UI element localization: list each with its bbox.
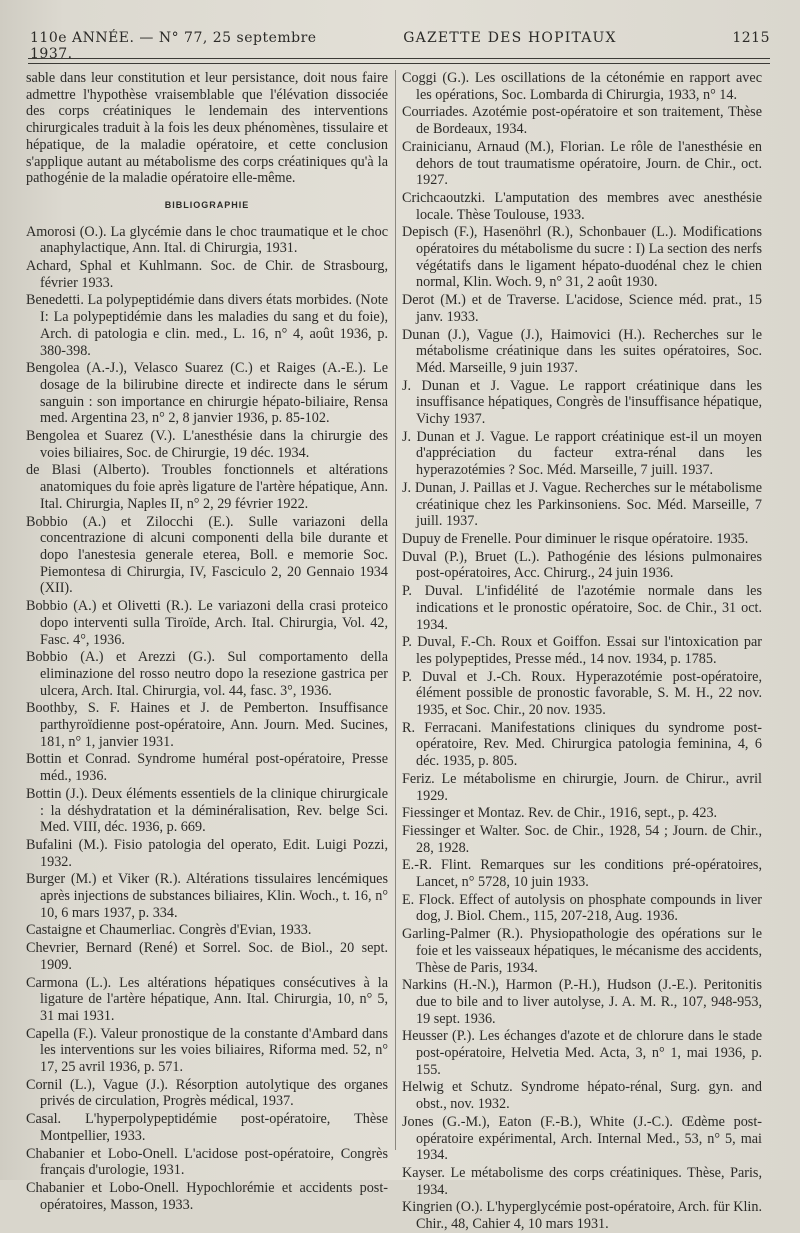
reference-entry: Helwig et Schutz. Syndrome hépato-rénal, Surg. gyn. and obst., nov. 1932. — [402, 1079, 762, 1113]
reference-entry: de Blasi (Alberto). Troubles fonctionnels et altérations anatomiques du foie après ligature de l'artère hépatique, Ann. Ital. Chirurgia, Naples II, n° 2, 29 février 1922. — [26, 462, 388, 512]
reference-entry: Bengolea et Suarez (V.). L'anesthésie dans la chirurgie des voies biliaires, Soc. de Chirurgie, 19 déc. 1934. — [26, 428, 388, 461]
journal-title: GAZETTE DES HOPITAUX — [403, 30, 617, 46]
reference-entry: Fiessinger et Walter. Soc. de Chir., 1928, 54 ; Journ. de Chir., 28, 1928. — [402, 822, 762, 856]
reference-entry: Bobbio (A.) et Arezzi (G.). Sul comportamento della eliminazione del rosso neutro dopo la resezione gastrica per ulcera, Arch. Ital. Chirurgia, vol. 44, fasc. 3°, 1936. — [26, 649, 388, 699]
reference-entry: Feriz. Le métabolisme en chirurgie, Journ. de Chirur., avril 1929. — [402, 770, 762, 804]
reference-entry: Bottin et Conrad. Syndrome huméral post-opératoire, Presse méd., 1936. — [26, 751, 388, 785]
reference-entry: E. Flock. Effect of autolysis on phosphate compounds in liver dog, J. Biol. Chem., 115, 207-218, Aug. 1936. — [402, 891, 762, 925]
reference-entry: Castaigne et Chaumerliac. Congrès d'Evian, 1933. — [26, 922, 312, 939]
reference-entry: Jones (G.-M.), Eaton (F.-B.), White (J.-C.). Œdème post-opératoire expérimental, Arch. Internal Med., 53, n° 5, mai 1934. — [402, 1113, 762, 1164]
page-number: 1215 — [732, 30, 770, 46]
reference-entry: J. Dunan, J. Paillas et J. Vague. Recherches sur le métabolisme créatinique chez les Parkinsoniens. Soc. Méd. Marseille, 7 juill. 1937. — [402, 479, 762, 530]
reference-entry: Depisch (F.), Hasenöhrl (R.), Schonbauer (L.). Modifications opératoires du métabolisme du sucre : I) La section des nerfs végétatifs dans le ligament hépato-duodénal chez le chien normal, Klin. Woch. 9, n° 31, 2 août 1930. — [402, 224, 762, 291]
header-rule-thin — [28, 63, 770, 64]
reference-entry: Bobbio (A.) et Zilocchi (E.). Sulle variazoni della concentrazione di alcuni componenti della bile durante et dopo l'anestesia generale eterea, Boll. e memorie Soc. Piemontesa di Chirurgia, IV, Fasciculo 2, 20 Gennaio 1934 (XII). — [26, 513, 388, 597]
reference-entry: Bufalini (M.). Fisio patologia del operato, Edit. Luigi Pozzi, 1932. — [26, 836, 388, 870]
intro-paragraph: sable dans leur constitution et leur persistance, doit nous faire admettre l'hypothèse vraisemblable que l'élévation dissociée des corps créatiniques le lendemain des interventions chirurgicales traduit à la fois les deux phénomènes, tissulaire et hépatique, de la maladie opératoire, et cette conclusion s'applique autant au métabolisme des corps créatiniques qu'à la pathogénie de la maladie opératoire elle-même. — [26, 70, 388, 187]
bibliography-heading: BIBLIOGRAPHIE — [164, 199, 250, 210]
reference-entry: Kayser. Le métabolisme des corps créatiniques. Thèse, Paris, 1934. — [402, 1165, 762, 1198]
reference-entry: Fiessinger et Montaz. Rev. de Chir., 1916, sept., p. 423. — [402, 805, 718, 822]
reference-entry: J. Dunan et J. Vague. Le rapport créatinique est-il un moyen d'appréciation du facteur extra-rénal dans les hyperazotémies ? Soc. Méd. Marseille, 7 juill. 1937. — [402, 428, 762, 479]
reference-entry: Duval (P.), Bruet (L.). Pathogénie des lésions pulmonaires post-opératoires, Acc. Chirurg., 24 juin 1936. — [402, 548, 762, 582]
reference-entry: Garling-Palmer (R.). Physiopathologie des opérations sur le foie et les vaisseaux hépatiques, le mécanisme des accidents, Thèse de Paris, 1934. — [402, 926, 762, 976]
reference-entry: Kingrien (O.). L'hyperglycémie post-opératoire, Arch. für Klin. Chir., 48, Cahier 4, 10 mars 1931. — [402, 1199, 762, 1233]
reference-entry: Crichcaoutzki. L'amputation des membres avec anesthésie locale. Thèse Toulouse, 1933. — [402, 189, 762, 223]
issue-info: 110e ANNÉE. — N° 77, 25 septembre 1937. — [30, 30, 317, 62]
reference-entry: Chabanier et Lobo-Onell. L'acidose post-opératoire, Congrès français d'urologie, 1931. — [26, 1145, 388, 1179]
left-reference-list — [26, 224, 388, 1214]
reference-entry: Amorosi (O.). La glycémie dans le choc traumatique et le choc anaphylactique, Ann. Ital. di Chirurgia, 1931. — [26, 223, 388, 257]
column-divider — [395, 70, 396, 1150]
reference-entry: R. Ferracani. Manifestations cliniques du syndrome post-opératoire, Rev. Med. Chirurgica patologia feminina, 4, 6 déc. 1935, p. 805. — [402, 719, 762, 770]
reference-entry: P. Duval. L'infidélité de l'azotémie normale dans les indications et le pronostic opératoire, Soc. de Chir., 31 oct. 1934. — [402, 583, 762, 633]
left-column — [26, 70, 388, 1213]
reference-entry: Coggi (G.). Les oscillations de la cétonémie en rapport avec les opérations, Soc. Lombarda di Chirurgia, 1933, n° 14. — [402, 70, 762, 103]
reference-entry: Chevrier, Bernard (René) et Sorrel. Soc. de Biol., 20 sept. 1909. — [26, 940, 388, 973]
header-rule — [28, 58, 770, 59]
reference-entry: P. Duval et J.-Ch. Roux. Hyperazotémie post-opératoire, élément possible de pronostic favorable, S. M. H., 22 nov. 1935, et Soc. Chir., 20 nov. 1935. — [402, 668, 762, 719]
reference-entry: Bobbio (A.) et Olivetti (R.). Le variazoni della crasi proteico dopo interventi sulla Tiroïde, Arch. Ital. Chirurgia, Vol. 42, Fasc. 4°, 1936. — [26, 598, 388, 648]
reference-entry: Courriades. Azotémie post-opératoire et son traitement, Thèse de Bordeaux, 1934. — [402, 104, 762, 138]
reference-entry: Boothby, S. F. Haines et J. de Pemberton. Insuffisance parthyroïdienne post-opératoire, Ann. Journ. Med. Sucines, 181, n° 1, janvier 1931. — [26, 700, 388, 750]
reference-entry: J. Dunan et J. Vague. Le rapport créatinique dans les insuffisance hépatiques, Congrès de l'insuffisance hépatique, Vichy 1937. — [402, 377, 762, 428]
reference-entry: Dunan (J.), Vague (J.), Haimovici (H.). Recherches sur le métabolisme créatinique dans les suites opératoires, Soc. Méd. Marseille, 9 juin 1937. — [402, 326, 762, 376]
right-reference-list — [402, 70, 762, 1233]
reference-entry: Benedetti. La polypeptidémie dans divers états morbides. (Note I: La polypeptidémie dans les maladies du sang et du foie), Arch. di patologia e clin. med., L. 16, n° 4, août 1936, p. 380-398. — [26, 292, 388, 359]
right-column — [402, 70, 762, 1233]
reference-entry: Bengolea (A.-J.), Velasco Suarez (C.) et Raiges (A.-E.). Le dosage de la bilirubine directe et indirecte dans le sérum sanguin : son importance en chirurgie hépato-biliaire, Rensa med. Argentina 23, n° 2, 8 janvier 1936, p. 85-102. — [26, 360, 388, 427]
reference-entry: Crainicianu, Arnaud (M.), Florian. Le rôle de l'anesthésie en dehors de tout traumatisme opératoire, Journ. de Chir., oct. 1927. — [402, 138, 762, 189]
reference-entry: Capella (F.). Valeur pronostique de la constante d'Ambard dans les interventions sur les voies biliaires, Riforma med. 52, n° 17, 25 avril 1936, p. 571. — [26, 1025, 388, 1076]
reference-entry: P. Duval, F.-Ch. Roux et Goiffon. Essai sur l'intoxication par les polypeptides, Presse méd., 14 nov. 1934, p. 1785. — [402, 634, 762, 667]
reference-entry: Derot (M.) et de Traverse. L'acidose, Science méd. prat., 15 janv. 1933. — [402, 292, 762, 325]
running-header — [30, 30, 770, 62]
reference-entry: Burger (M.) et Viker (R.). Altérations tissulaires lencémiques après injections de substances biliaires, Klin. Woch., t. 16, n° 10, 6 mars 1937, p. 334. — [26, 871, 388, 921]
reference-entry: Carmona (L.). Les altérations hépatiques consécutives à la ligature de l'artère hépatique, Ann. Ital. Chirurgia, 10, n° 5, 31 mai 1931. — [26, 974, 388, 1024]
reference-entry: Chabanier et Lobo-Onell. Hypochlorémie et accidents post-opératoires, Masson, 1933. — [26, 1180, 388, 1213]
reference-entry: Heusser (P.). Les échanges d'azote et de chlorure dans le stade post-opératoire, Helvetia Med. Acta, 3, n° 1, mai 1936, p. 155. — [402, 1028, 762, 1078]
reference-entry: Bottin (J.). Deux éléments essentiels de la clinique chirurgicale : la déshydratation et la déminéralisation, Rev. belge Sci. Med. VIII, déc. 1936, p. 669. — [26, 785, 388, 836]
reference-entry: Dupuy de Frenelle. Pour diminuer le risque opératoire. 1935. — [402, 530, 749, 547]
reference-entry: Achard, Sphal et Kuhlmann. Soc. de Chir. de Strasbourg, février 1933. — [26, 258, 388, 291]
reference-entry: Casal. L'hyperpolypeptidémie post-opératoire, Thèse Montpellier, 1933. — [26, 1111, 388, 1144]
reference-entry: E.-R. Flint. Remarques sur les conditions pré-opératoires, Lancet, n° 5728, 10 juin 1933. — [402, 857, 762, 891]
reference-entry: Narkins (H.-N.), Harmon (P.-H.), Hudson (J.-E.). Peritonitis due to bile and to liver autolyse, J. A. M. R., 107, 948-953, 19 sept. 1936. — [402, 977, 762, 1027]
reference-entry: Cornil (L.), Vague (J.). Résorption autolytique des organes privés de circulation, Progrès médical, 1937. — [26, 1076, 388, 1110]
